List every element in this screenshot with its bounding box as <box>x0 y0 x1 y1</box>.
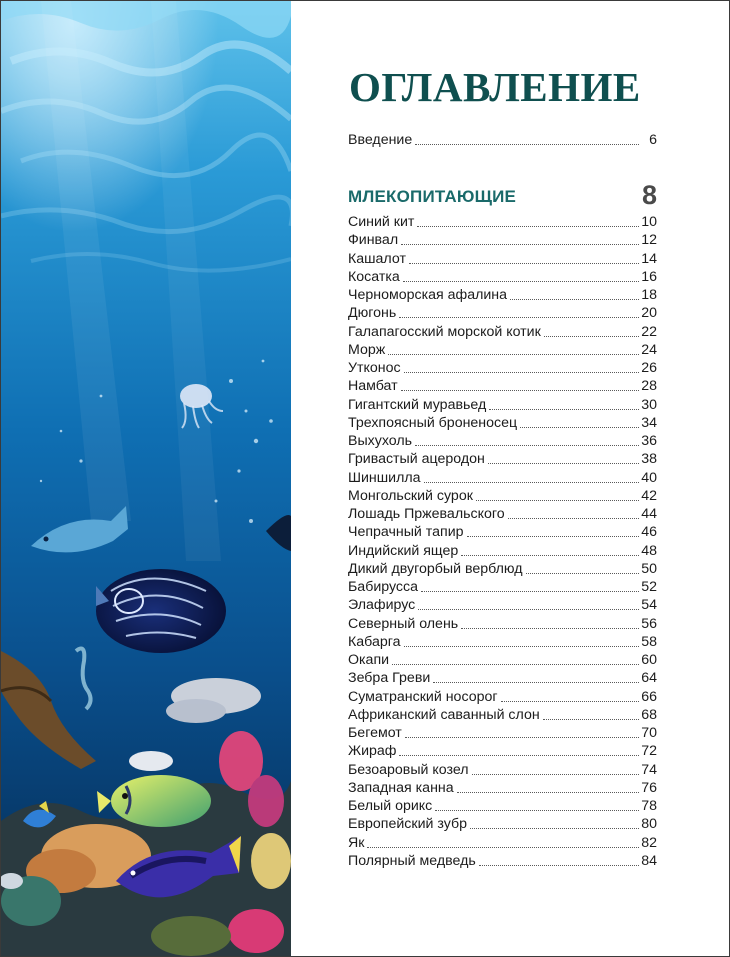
toc-entry[interactable] <box>348 595 657 613</box>
toc-entry-label: Африканский саванный слон <box>348 706 540 723</box>
dot-leader <box>417 226 639 227</box>
toc-entry-page: 28 <box>641 378 657 395</box>
toc-entry[interactable] <box>348 431 657 449</box>
dot-leader <box>526 573 640 574</box>
toc-entry-label: Намбат <box>348 378 398 395</box>
dot-leader <box>392 664 639 665</box>
table-of-contents <box>291 0 728 955</box>
toc-entry-page: 20 <box>641 305 657 322</box>
dot-leader <box>399 317 639 318</box>
dot-leader <box>409 263 639 264</box>
toc-entry-page: 26 <box>641 360 657 376</box>
toc-entry[interactable] <box>348 468 657 486</box>
dot-leader <box>501 701 639 702</box>
dot-leader <box>403 281 639 282</box>
toc-entry-label: Лошадь Пржевальского <box>348 506 505 522</box>
toc-entry[interactable] <box>348 687 657 705</box>
angelfish-shape <box>96 569 226 653</box>
toc-title: ОГЛАВЛЕНИЕ <box>349 64 641 110</box>
dot-leader <box>510 299 639 300</box>
dot-leader <box>433 682 639 683</box>
toc-entry-page: 10 <box>641 214 657 230</box>
toc-entry[interactable] <box>348 413 657 431</box>
toc-entry-page: 16 <box>641 268 657 285</box>
toc-entry-page: 54 <box>641 597 657 614</box>
dot-leader <box>401 244 639 245</box>
toc-entry-label: Бабирусса <box>348 579 418 595</box>
toc-entry-label: Монгольский сурок <box>348 487 473 504</box>
toc-entry-label: Утконос <box>348 360 401 376</box>
toc-entry-page: 64 <box>641 670 657 687</box>
toc-entry-page: 74 <box>641 761 657 778</box>
dot-leader <box>424 482 639 483</box>
dot-leader <box>508 518 639 519</box>
dot-leader <box>472 774 639 775</box>
toc-entry[interactable] <box>348 340 657 358</box>
dot-leader <box>544 336 639 337</box>
dot-leader <box>488 463 639 464</box>
toc-entry-label: Кабарга <box>348 633 401 650</box>
toc-entry-label: Бегемот <box>348 725 402 741</box>
toc-entry-label: Кашалот <box>348 250 406 267</box>
dot-leader <box>520 427 639 428</box>
toc-entry[interactable] <box>348 230 657 248</box>
toc-entry-label: Полярный медведь <box>348 852 476 869</box>
toc-entry[interactable] <box>348 851 657 869</box>
toc-entry[interactable] <box>348 796 657 814</box>
toc-entry[interactable] <box>348 778 657 796</box>
toc-entry-label: Введение <box>348 132 413 148</box>
toc-entry-label: Северный олень <box>348 615 459 632</box>
dot-leader <box>489 409 639 410</box>
toc-entry-page: 58 <box>641 633 657 650</box>
toc-entry[interactable] <box>348 541 657 559</box>
dot-leader <box>470 828 639 829</box>
dot-leader <box>457 792 639 793</box>
toc-entry[interactable] <box>348 449 657 467</box>
dot-leader <box>479 865 639 866</box>
toc-entry-page: 82 <box>641 834 657 851</box>
toc-entry-label: Европейский зубр <box>348 816 467 833</box>
toc-entry-label: Белый орикс <box>348 798 433 814</box>
toc-entry[interactable] <box>348 614 657 632</box>
toc-entry[interactable] <box>348 322 657 340</box>
toc-entry-page: 70 <box>641 725 657 741</box>
dot-leader <box>404 372 639 373</box>
dot-leader <box>421 591 639 592</box>
toc-entry[interactable] <box>348 741 657 759</box>
toc-entry-page: 56 <box>641 615 657 632</box>
toc-entry[interactable] <box>348 559 657 577</box>
section-heading-mammals[interactable] <box>348 179 657 209</box>
toc-entry-label: Элафирус <box>348 597 416 614</box>
toc-entry[interactable] <box>348 395 657 413</box>
toc-entry-page: 22 <box>641 323 657 340</box>
dot-leader <box>405 737 639 738</box>
dot-leader <box>543 719 639 720</box>
toc-entry-page: 80 <box>641 816 657 833</box>
toc-entry-label: Морж <box>348 341 386 358</box>
toc-entry-label: Финвал <box>348 232 399 249</box>
toc-entry[interactable] <box>348 650 657 668</box>
toc-entry-label: Гигантский муравьед <box>348 396 487 413</box>
toc-entry-page: 44 <box>641 506 657 522</box>
toc-entry-label: Гривастый ацеродон <box>348 451 485 468</box>
toc-entry-page: 30 <box>641 396 657 413</box>
toc-entry-label: Окапи <box>348 652 390 668</box>
dot-leader <box>467 536 639 537</box>
toc-entry[interactable] <box>348 705 657 723</box>
toc-entry-page: 72 <box>641 743 657 760</box>
toc-entry-page: 50 <box>641 560 657 577</box>
dot-leader <box>388 354 639 355</box>
toc-entry-page: 40 <box>641 469 657 486</box>
toc-entry-page: 34 <box>641 414 657 431</box>
toc-entry-label: Индийский ящер <box>348 542 459 559</box>
toc-entry-label: Чепрачный тапир <box>348 524 464 541</box>
dot-leader <box>418 609 639 610</box>
dot-leader <box>399 755 639 756</box>
toc-entry[interactable] <box>348 358 657 376</box>
dot-leader <box>415 144 639 145</box>
toc-entry-page: 66 <box>641 688 657 705</box>
toc-entry-page: 42 <box>641 487 657 504</box>
toc-entry-label: Як <box>348 834 365 851</box>
section-title: МЛЕКОПИТАЮЩИЕ <box>348 187 517 206</box>
toc-entry[interactable] <box>348 504 657 522</box>
toc-entry-page: 24 <box>641 341 657 358</box>
toc-entry-label: Безоаровый козел <box>348 761 469 778</box>
toc-entry[interactable] <box>348 486 657 504</box>
dot-leader <box>401 390 639 391</box>
toc-entry-label: Жираф <box>348 743 397 760</box>
toc-entry-page: 6 <box>649 132 657 148</box>
toc-entry-label: Синий кит <box>348 214 415 230</box>
toc-entry[interactable] <box>348 249 657 267</box>
toc-entry[interactable] <box>348 376 657 394</box>
underwater-photo <box>1 1 291 956</box>
dot-leader <box>461 628 639 629</box>
toc-entry[interactable] <box>348 760 657 778</box>
toc-entry-label: Галапагосский морской котик <box>348 323 541 340</box>
toc-entry-page: 68 <box>641 706 657 723</box>
dot-leader <box>404 646 640 647</box>
dot-leader <box>461 555 639 556</box>
toc-entry[interactable] <box>348 522 657 540</box>
toc-entry-page: 60 <box>641 652 657 668</box>
toc-entry[interactable] <box>348 814 657 832</box>
toc-entry-label: Дюгонь <box>348 305 397 322</box>
toc-entry[interactable] <box>348 285 657 303</box>
dot-leader <box>367 847 639 848</box>
toc-entry[interactable] <box>348 833 657 851</box>
dot-leader <box>476 500 639 501</box>
toc-entry-page: 84 <box>641 852 657 869</box>
toc-entry-page: 14 <box>641 250 657 267</box>
dot-leader <box>415 445 639 446</box>
toc-entry-label: Косатка <box>348 268 400 285</box>
section-page-number: 8 <box>641 180 657 210</box>
toc-entry[interactable] <box>348 632 657 650</box>
toc-entry[interactable] <box>348 668 657 686</box>
toc-entry-label: Суматранский носорог <box>348 688 498 705</box>
toc-entry-label: Дикий двугорбый верблюд <box>348 560 523 577</box>
toc-entry-page: 38 <box>641 451 657 468</box>
toc-entry-page: 18 <box>641 287 657 303</box>
toc-entry-label: Черноморская афалина <box>348 287 508 303</box>
toc-entry-label: Шиншилла <box>348 469 421 486</box>
toc-entry-label: Западная канна <box>348 779 454 796</box>
toc-entry-introduction[interactable] <box>348 130 657 148</box>
dot-leader <box>435 810 639 811</box>
toc-entry[interactable] <box>348 723 657 741</box>
toc-entry-label: Трехпоясный броненосец <box>348 414 518 431</box>
toc-entry-page: 48 <box>641 542 657 559</box>
toc-entry-page: 76 <box>641 779 657 796</box>
toc-entry-label: Выхухоль <box>348 433 413 449</box>
toc-entry[interactable] <box>348 577 657 595</box>
toc-entry-page: 46 <box>641 524 657 541</box>
toc-entry-page: 36 <box>641 433 657 449</box>
toc-entry[interactable] <box>348 303 657 321</box>
toc-entry-page: 52 <box>641 579 657 595</box>
toc-entry-page: 12 <box>641 232 657 249</box>
toc-entry[interactable] <box>348 212 657 230</box>
toc-entry[interactable] <box>348 267 657 285</box>
toc-entry-label: Зебра Греви <box>348 670 431 687</box>
toc-entry-page: 78 <box>641 798 657 814</box>
